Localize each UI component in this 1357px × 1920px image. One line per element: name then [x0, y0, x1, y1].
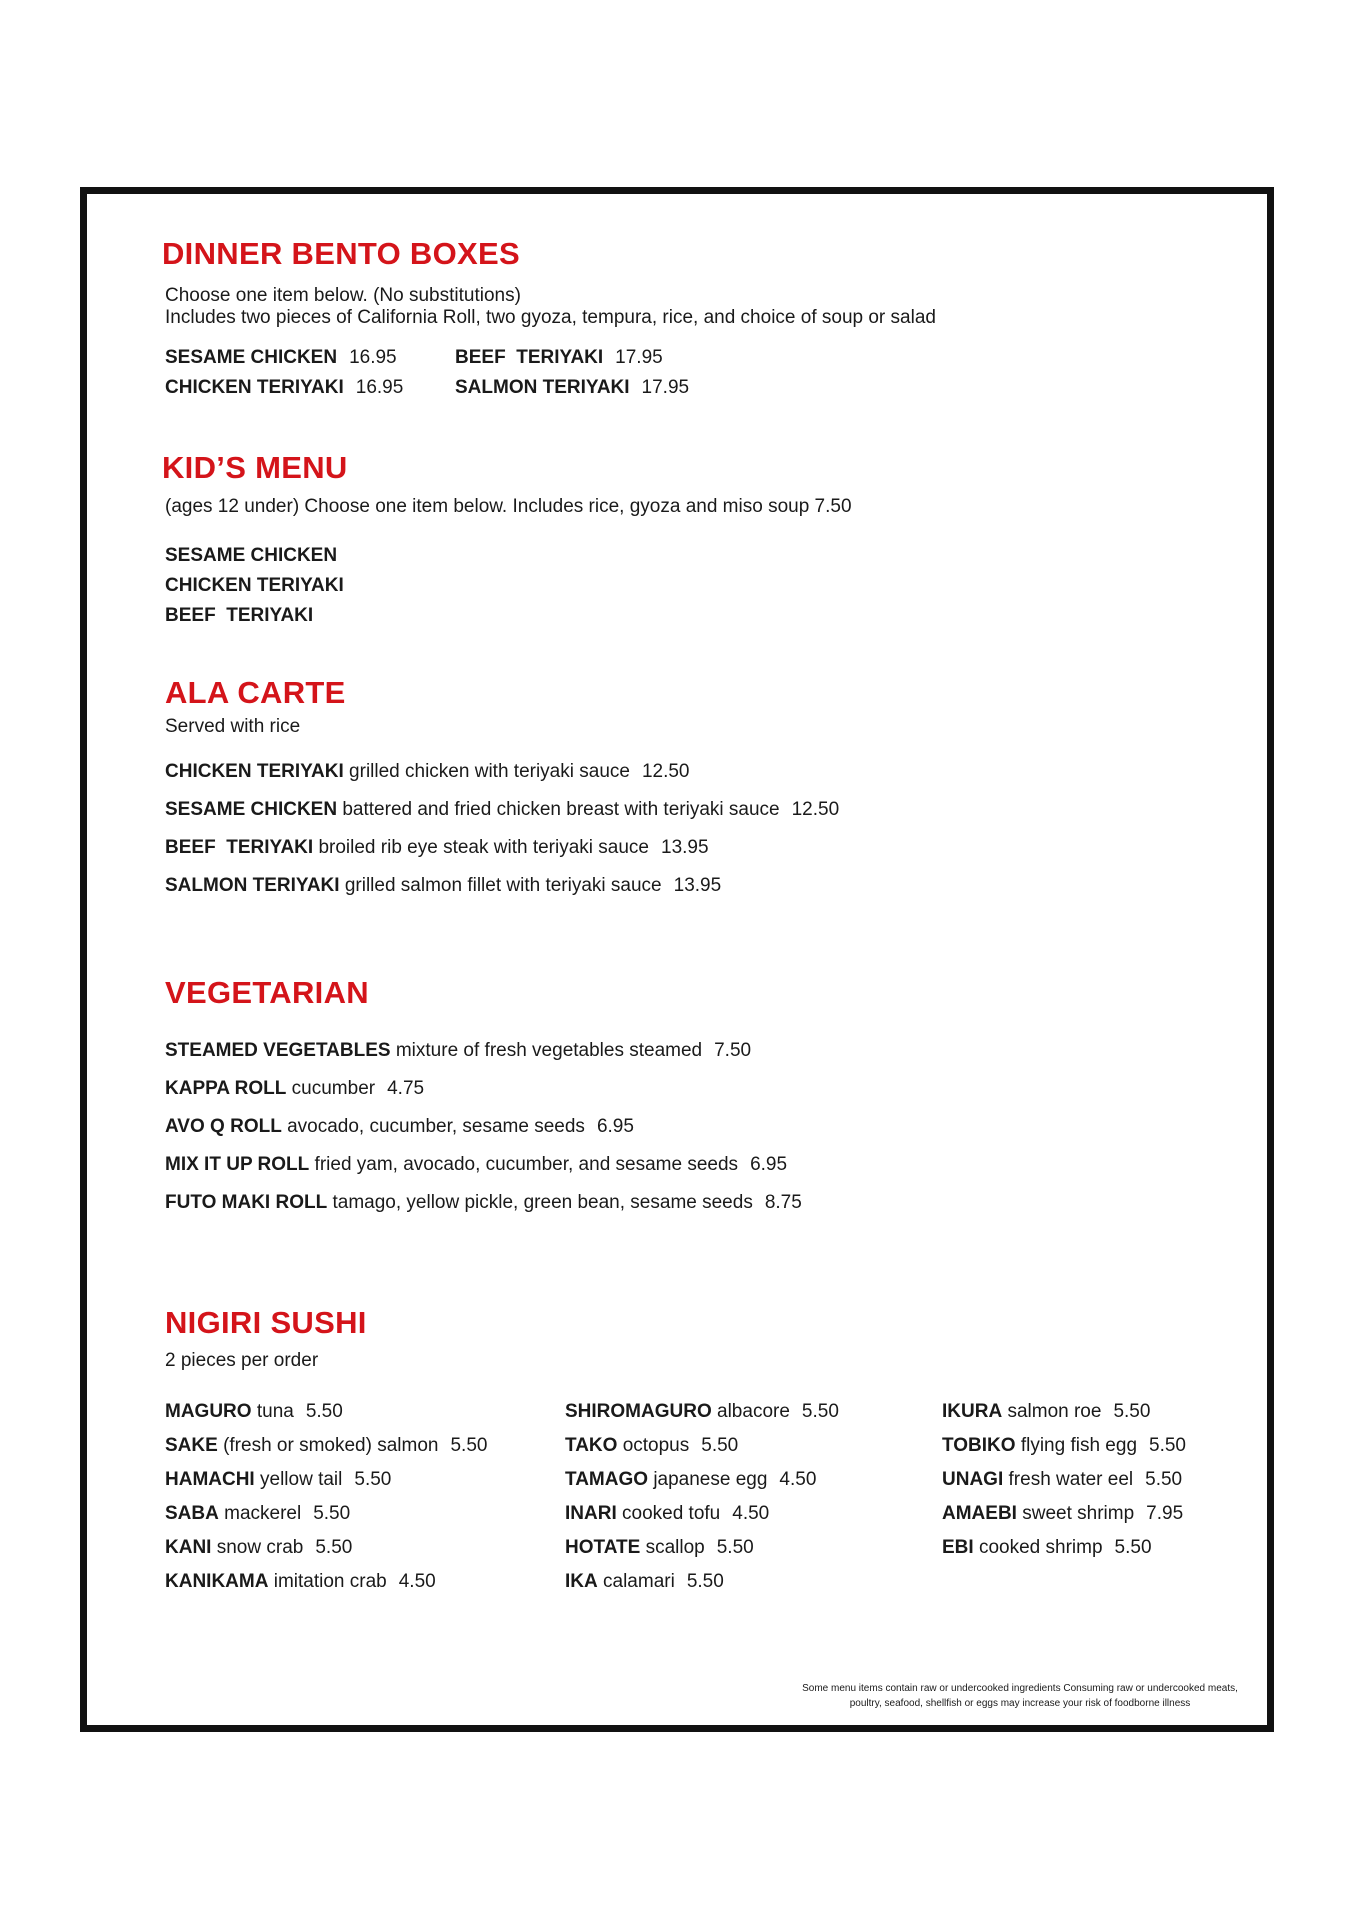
- vegetarian-title: VEGETARIAN: [165, 975, 369, 1010]
- nigiri-col1: [165, 1401, 487, 1605]
- nigiri-title: NIGIRI SUSHI: [165, 1305, 367, 1340]
- bento-desc-line1: Choose one item below. (No substitutions): [165, 285, 521, 306]
- kids-title: KID’S MENU: [162, 450, 348, 485]
- list-item: TOBIKO flying fish egg 5.50: [942, 1435, 1186, 1456]
- list-item: BEEF TERIYAKI 17.95: [455, 347, 663, 368]
- list-item: CHICKEN TERIYAKI 16.95: [165, 377, 404, 398]
- list-item: BEEF TERIYAKI broiled rib eye steak with teriyaki sauce 13.95: [165, 837, 709, 858]
- list-item: BEEF TERIYAKI: [165, 605, 314, 626]
- list-item: AVO Q ROLL avocado, cucumber, sesame seeds 6.95: [165, 1116, 634, 1137]
- list-item: SHIROMAGURO albacore 5.50: [565, 1401, 839, 1422]
- nigiri-description: 2 pieces per order: [165, 1350, 319, 1371]
- list-item: SESAME CHICKEN 16.95: [165, 347, 397, 368]
- list-item: SESAME CHICKEN battered and fried chicken breast with teriyaki sauce 12.50: [165, 799, 840, 820]
- list-item: INARI cooked tofu 4.50: [565, 1503, 770, 1524]
- list-item: KANIKAMA imitation crab 4.50: [165, 1571, 436, 1592]
- list-item: CHICKEN TERIYAKI: [165, 575, 344, 596]
- list-item: SALMON TERIYAKI 17.95: [455, 377, 690, 398]
- list-item: CHICKEN TERIYAKI grilled chicken with teriyaki sauce 12.50: [165, 761, 690, 782]
- list-item: TAMAGO japanese egg 4.50: [565, 1469, 817, 1490]
- list-item: MIX IT UP ROLL fried yam, avocado, cucumber, and sesame seeds 6.95: [165, 1154, 788, 1175]
- alacarte-title: ALA CARTE: [165, 675, 346, 710]
- list-item: FUTO MAKI ROLL tamago, yellow pickle, green bean, sesame seeds 8.75: [165, 1192, 802, 1213]
- kids-description: (ages 12 under) Choose one item below. Includes rice, gyoza and miso soup 7.50: [165, 496, 852, 517]
- disclaimer: [775, 1681, 1265, 1711]
- vegetarian-items: [165, 1040, 802, 1230]
- kids-items: [165, 545, 344, 635]
- list-item: UNAGI fresh water eel 5.50: [942, 1469, 1183, 1490]
- list-item: EBI cooked shrimp 5.50: [942, 1537, 1152, 1558]
- list-item: TAKO octopus 5.50: [565, 1435, 739, 1456]
- nigiri-col2: [565, 1401, 839, 1605]
- bento-col2: [455, 347, 689, 407]
- list-item: HOTATE scallop 5.50: [565, 1537, 754, 1558]
- list-item: IKA calamari 5.50: [565, 1571, 724, 1592]
- list-item: KAPPA ROLL cucumber 4.75: [165, 1078, 425, 1099]
- list-item: SESAME CHICKEN: [165, 545, 338, 566]
- list-item: HAMACHI yellow tail 5.50: [165, 1469, 392, 1490]
- list-item: STEAMED VEGETABLES mixture of fresh vegetables steamed 7.50: [165, 1040, 752, 1061]
- bento-col1: [165, 347, 403, 407]
- disclaimer-line2: poultry, seafood, shellfish or eggs may increase your risk of foodborne illness: [849, 1698, 1191, 1709]
- alacarte-items: [165, 761, 839, 913]
- list-item: SABA mackerel 5.50: [165, 1503, 351, 1524]
- bento-title: DINNER BENTO BOXES: [162, 236, 520, 271]
- list-item: AMAEBI sweet shrimp 7.95: [942, 1503, 1184, 1524]
- bento-desc-line2: Includes two pieces of California Roll, two gyoza, tempura, rice, and choice of soup or salad: [165, 307, 936, 328]
- disclaimer-line1: Some menu items contain raw or undercooked ingredients Consuming raw or undercooked meats,: [802, 1683, 1238, 1694]
- list-item: SAKE (fresh or smoked) salmon 5.50: [165, 1435, 488, 1456]
- list-item: SALMON TERIYAKI grilled salmon fillet with teriyaki sauce 13.95: [165, 875, 722, 896]
- alacarte-description: Served with rice: [165, 716, 301, 737]
- list-item: IKURA salmon roe 5.50: [942, 1401, 1151, 1422]
- list-item: MAGURO tuna 5.50: [165, 1401, 343, 1422]
- list-item: KANI snow crab 5.50: [165, 1537, 353, 1558]
- nigiri-col3: [942, 1401, 1186, 1571]
- bento-description: [165, 285, 936, 329]
